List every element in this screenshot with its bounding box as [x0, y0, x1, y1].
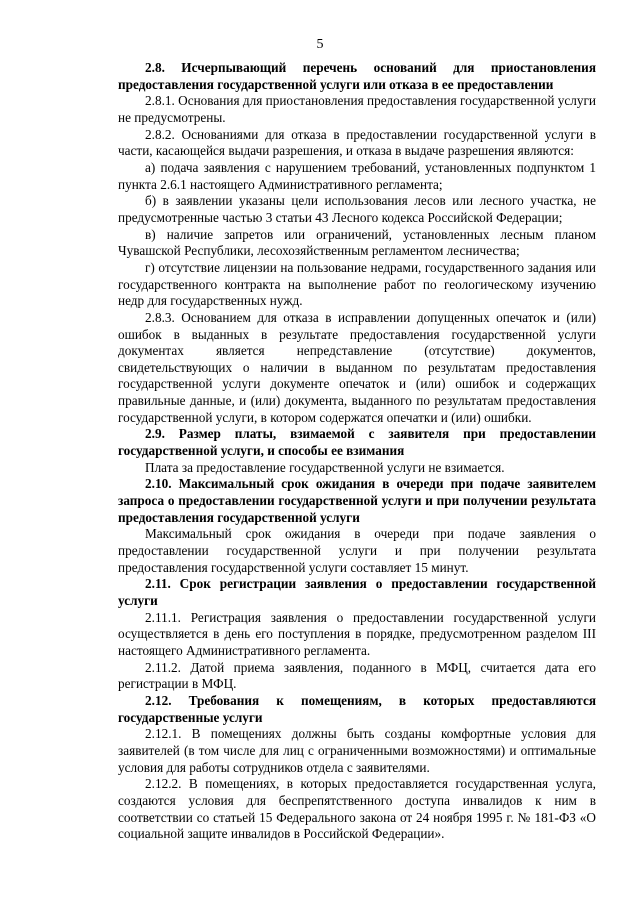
body-paragraph: Максимальный срок ожидания в очереди при подаче заявления о предоставлении государственной услуги и при получении результата предоставления государственной услуги составляет 15 минут.	[118, 526, 596, 575]
body-paragraph: 2.8.3. Основанием для отказа в исправлении допущенных опечаток и (или) ошибок в выданных в результате предоставления государственной услуги документах является непредставление (отсутствие) документов, свидетельствующих о наличии в выданном по результатам предоставления государственной услуги документе опечаток и (или) ошибок и содержащих правильные данные, и (или) документа, выданного по результатам предоставления государственной услуги, в котором содержатся опечатки и (или) ошибки.	[118, 309, 596, 425]
body-paragraph: 2.12.2. В помещениях, в которых предоставляется государственная услуга, создаются условия для беспрепятственного доступа инвалидов к ним в соответствии со статьей 15 Федерального закона от 24 ноября 1995 г. № 181-ФЗ «О социальной защите инвалидов в Российской Федерации».	[118, 776, 596, 842]
body-paragraph: б) в заявлении указаны цели использования лесов или лесного участка, не предусмотренные частью 3 статьи 43 Лесного кодекса Российской Федерации;	[118, 193, 596, 225]
body-paragraph: Плата за предоставление государственной услуги не взимается.	[145, 459, 505, 475]
body-paragraph: 2.12.1. В помещениях должны быть созданы комфортные условия для заявителей (в том числе для лиц с ограниченными возможностями) и оптимальные условия для работы сотрудников отдела с заявителями.	[118, 726, 596, 775]
section-heading: 2.11. Срок регистрации заявления о предоставлении государственной услуги	[118, 576, 596, 608]
section-heading: 2.9. Размер платы, взимаемой с заявителя при предоставлении государственной услуги, и способы ее взимания	[118, 426, 596, 459]
section-heading: 2.8. Исчерпывающий перечень оснований для приостановления предоставления государственной услуги или отказа в ее предоставлении	[118, 60, 596, 92]
body-paragraph: 2.11.1. Регистрация заявления о предоставлении государственной услуги осуществляется в день его поступления в порядке, предусмотренном разделом III настоящего Административного регламента.	[118, 609, 596, 658]
section-heading: 2.10. Максимальный срок ожидания в очереди при подаче заявителем запроса о предоставлении государственной услуги и при получении результата предоставления государственной услуги	[118, 476, 596, 525]
body-paragraph: 2.11.2. Датой приема заявления, поданного в МФЦ, считается дата его регистрации в МФЦ.	[118, 659, 596, 692]
page-number: 5	[316, 37, 324, 52]
body-paragraph: 2.8.1. Основания для приостановления предоставления государственной услуги не предусмотрены.	[118, 93, 596, 125]
body-paragraph: 2.8.2. Основаниями для отказа в предоставлении государственной услуги в части, касающейся выдачи разрешения, и отказа в выдаче разрешения являются:	[118, 126, 596, 159]
body-paragraph: г) отсутствие лицензии на пользование недрами, государственного задания или государственного контракта на выполнение работ по геологическому изучению недр для государственных нужд.	[118, 259, 596, 309]
section-heading: 2.12. Требования к помещениям, в которых предоставляются государственные услуги	[118, 692, 596, 725]
body-paragraph: в) наличие запретов или ограничений, установленных лесным планом Чувашской Республики, лесохозяйственным регламентом лесничества;	[118, 226, 596, 259]
body-paragraph: а) подача заявления с нарушением требований, установленных подпунктом 1 пункта 2.6.1 настоящего Административного регламента;	[118, 159, 596, 192]
document-body	[118, 60, 596, 843]
